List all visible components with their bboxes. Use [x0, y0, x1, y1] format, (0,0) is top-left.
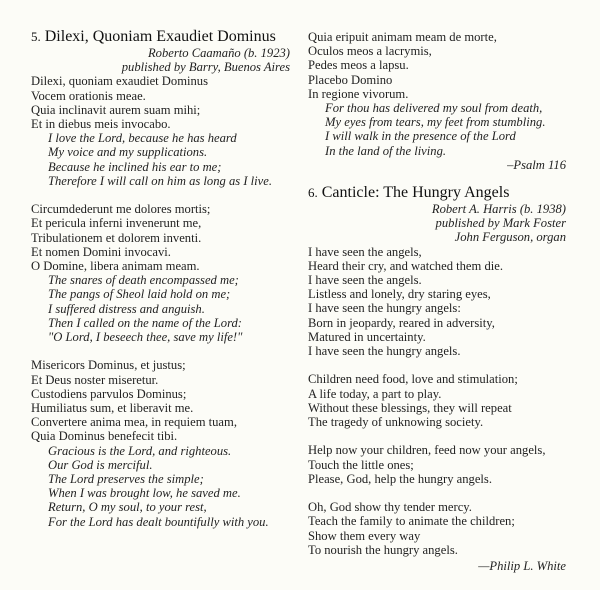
- verse-line: Matured in uncertainty.: [308, 329, 426, 344]
- stanza: [308, 30, 566, 158]
- verse-line: Show them every way: [308, 528, 421, 543]
- verse-line: The tragedy of unknowing society.: [308, 415, 484, 430]
- section-number: 6.: [308, 185, 318, 201]
- verse-line: Born in jeopardy, reared in adversity,: [308, 315, 495, 330]
- verse-line: Help now your children, feed now your angels,: [308, 443, 546, 458]
- verse-line: Et Deus noster miseretur.: [31, 372, 159, 387]
- translation-line: I love the Lord, because he has heard: [48, 131, 237, 146]
- verse-line: Touch the little ones;: [308, 457, 414, 472]
- translation-line: For thou has delivered my soul from death,: [325, 101, 543, 116]
- verse-line: Please, God, help the hungry angels.: [308, 471, 492, 486]
- translation-line: The pangs of Sheol laid hold on me;: [48, 287, 231, 302]
- translation-line: Therefore I will call on him as long as I live.: [48, 173, 272, 188]
- verse-line: In regione vivorum.: [308, 86, 409, 101]
- byline-block: [308, 202, 566, 245]
- verse-line: Dilexi, quoniam exaudiet Dominus: [31, 74, 208, 89]
- verse-line: Oculos meos a lacrymis,: [308, 44, 432, 59]
- translation-line: When I was brought low, he saved me.: [48, 486, 241, 501]
- translation-line: Our God is merciful.: [48, 457, 153, 472]
- translation-line: The snares of death encompassed me;: [48, 273, 239, 288]
- translation-line: "O Lord, I beseech thee, save my life!": [48, 330, 243, 345]
- verse-line: Et pericula inferni invenerunt me,: [31, 216, 202, 231]
- section-title-text: Dilexi, Quoniam Exaudiet Dominus: [44, 28, 276, 45]
- verse-line: I have seen the angels,: [308, 244, 422, 259]
- translation-line: For the Lord has dealt bountifully with you.: [48, 514, 269, 529]
- verse-line: Listless and lonely, dry staring eyes,: [308, 287, 491, 302]
- section-title-text: Canticle: The Hungry Angels: [321, 184, 510, 202]
- byline: Roberto Caamaño (b. 1923): [147, 46, 290, 60]
- translation-line: I will walk in the presence of the Lord: [325, 129, 516, 144]
- verse-line: Et in diebus meis invocabo.: [31, 117, 171, 132]
- stanza: [31, 74, 290, 188]
- verse-line: I have seen the hungry angels.: [308, 344, 461, 359]
- translation-line: I suffered distress and anguish.: [48, 301, 205, 316]
- verse-line: Custodiens parvulos Dominus;: [31, 386, 187, 401]
- section-number: 5.: [31, 29, 41, 44]
- translation-line: Gracious is the Lord, and righteous.: [48, 443, 232, 458]
- verse-line: Et nomen Domini invocavi.: [31, 244, 171, 259]
- byline: published by Mark Foster: [435, 216, 566, 231]
- lyrics: [31, 74, 290, 528]
- verse-line: Quia eripuit animam meam de morte,: [308, 30, 497, 44]
- verse-line: Circumdederunt me dolores mortis;: [31, 202, 211, 217]
- stanza: [308, 443, 566, 486]
- verse-line: Misericors Dominus, et justus;: [31, 358, 186, 373]
- stanza: [31, 358, 290, 528]
- verse-line: Without these blessings, they will repeat: [308, 400, 512, 415]
- stanza: [308, 372, 566, 429]
- verse-line: Humiliatus sum, et liberavit me.: [31, 401, 194, 416]
- verse-line: Quia inclinavit aurem suam mihi;: [31, 102, 201, 117]
- byline: John Ferguson, organ: [454, 230, 566, 245]
- translation-line: My eyes from tears, my feet from stumbling.: [325, 115, 546, 130]
- translation-line: Return, O my soul, to your rest,: [48, 500, 207, 515]
- verse-line: Placebo Domino: [308, 72, 393, 87]
- byline: published by Barry, Buenos Aires: [121, 60, 290, 75]
- section-6-title: [308, 184, 566, 202]
- translation-line: Because he inclined his ear to me;: [48, 159, 222, 174]
- lyrics: [308, 245, 566, 557]
- verse-line: Convertere anima mea, in requiem tuam,: [31, 415, 237, 430]
- verse-line: O Domine, libera animam meam.: [31, 259, 200, 274]
- section-5-title: [31, 28, 290, 46]
- stanza: [308, 500, 566, 557]
- verse-line: Tribulationem et dolorem inventi.: [31, 230, 202, 245]
- verse-line: Heard their cry, and watched them die.: [308, 258, 503, 273]
- translation-line: In the land of the living.: [325, 143, 447, 158]
- right-column: [308, 30, 566, 573]
- verse-line: I have seen the hungry angels:: [308, 301, 461, 316]
- stanza: [31, 202, 290, 344]
- attribution: –Psalm 116: [507, 157, 566, 172]
- byline: Robert A. Harris (b. 1938): [431, 202, 566, 217]
- attribution: —Philip L. White: [478, 559, 566, 574]
- verse-line: Oh, God show thy tender mercy.: [308, 500, 472, 515]
- translation-line: The Lord preserves the simple;: [48, 472, 204, 487]
- translation-line: My voice and my supplications.: [48, 145, 208, 160]
- byline-block: [31, 46, 290, 74]
- verse-line: To nourish the hungry angels.: [308, 542, 458, 557]
- verse-line: Children need food, love and stimulation;: [308, 372, 518, 387]
- verse-line: Quia Dominus benefecit tibi.: [31, 429, 178, 444]
- stanza: [308, 245, 566, 359]
- verse-line: A life today, a part to play.: [308, 386, 442, 401]
- lyrics-continued: [308, 30, 566, 158]
- left-column: [31, 28, 290, 529]
- verse-line: Teach the family to animate the children;: [308, 514, 515, 529]
- verse-line: Pedes meos a lapsu.: [308, 58, 409, 73]
- verse-line: I have seen the angels.: [308, 273, 422, 288]
- verse-line: Vocem orationis meae.: [31, 88, 146, 103]
- translation-line: Then I called on the name of the Lord:: [48, 315, 243, 330]
